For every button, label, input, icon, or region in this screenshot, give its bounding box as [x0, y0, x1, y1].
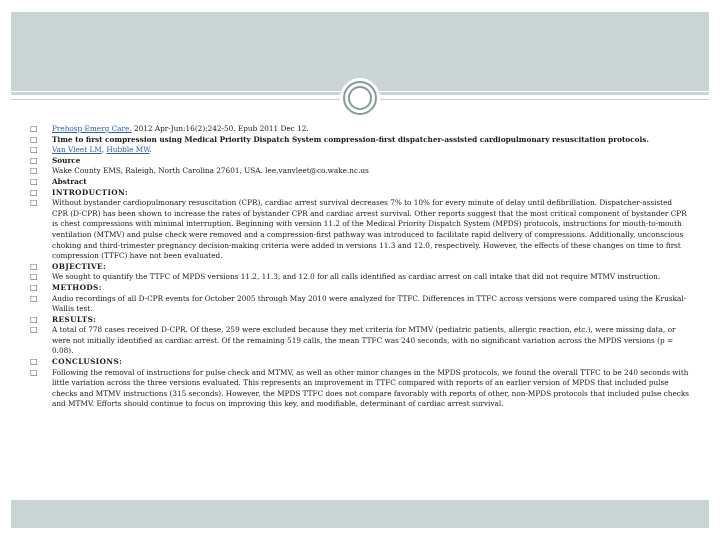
conclusions-text: Following the removal of instructions for pulse check and MTMV, as well as other minor changes in the MPDS protocols, we found the overall TTFC to be 240 seconds with little variation across the three versions evaluated. This represents an improvement in TTFC compared with reports of an earlier version of MPDS that included pulse checks and MTMV instructions (315 seconds). However, the MPDS TTFC does not compare favorably with reports of other, non-MPDS protocols that included pulse checks and MTMV. Efforts should continue to focus on improving this key, and modifiable, determinant of cardiac arrest survival. — [52, 367, 690, 409]
list-item — [30, 124, 690, 135]
square-bullet-icon — [30, 368, 52, 379]
methods-label: METHODS: — [52, 282, 102, 292]
square-bullet-icon — [30, 198, 52, 209]
citation-line — [52, 124, 690, 135]
list-item — [30, 272, 690, 283]
double-ring-logo-icon — [340, 78, 380, 118]
square-bullet-icon — [30, 325, 52, 336]
author-link[interactable]: Van Vleet LM — [52, 145, 102, 155]
square-bullet-icon — [30, 357, 52, 368]
square-bullet-icon — [30, 124, 52, 135]
introduction-text: Without bystander cardiopulmonary resuscitation (CPR), cardiac arrest survival decreases 7% to 10% for every minute of delay until defibrillation. Dispatcher-assisted CPR (D-CPR) has been shown to increase the rates of bystander CPR and cardiac arrest survival. Other reports suggest that the most critical component of bystander CPR is chest compressions with minimal interruption. Beginning with version 11.2 of the Medical Priority Dispatch System (MPDS) protocols, instructions for mouth-to-mouth ventilation (MTMV) and pulse check were removed and a compression-first pathway was introduced to facilitate rapid delivery of compressions. Additionally, unconscious choking and third-trimester pregnancy decision-making criteria were added in versions 11.3 and 12.0, respectively. However, the effects of these changes on time to first compression (TTFC) have not been evaluated. — [52, 198, 687, 261]
square-bullet-icon — [30, 272, 52, 283]
objective-label: OBJECTIVE: — [52, 261, 107, 271]
list-item — [30, 156, 690, 167]
methods-text: Audio recordings of all D-CPR events for October 2005 through May 2010 were analyzed for TTFC. Differences in TTFC across versions were compared using the Kruskal-Wallis test. — [52, 293, 687, 314]
footer-band — [11, 500, 709, 528]
list-item — [30, 357, 690, 368]
author-link[interactable]: Hubble MW — [106, 145, 150, 155]
list-item — [30, 135, 690, 146]
list-item — [30, 325, 690, 357]
list-item — [30, 368, 690, 410]
introduction-label: INTRODUCTION: — [52, 187, 128, 197]
article-title: Time to first compression using Medical Priority Dispatch System compression-first dispatcher-assisted cardiopulmonary resuscitation protocols. — [52, 134, 649, 144]
logo-outer-ring — [343, 81, 377, 115]
list-item — [30, 283, 690, 294]
abstract-text-area — [30, 124, 690, 410]
authors-end: . — [149, 145, 152, 155]
square-bullet-icon — [30, 166, 52, 177]
list-item — [30, 294, 690, 315]
list-item — [30, 177, 690, 188]
square-bullet-icon — [30, 315, 52, 326]
square-bullet-icon — [30, 177, 52, 188]
source-text: Wake County EMS, Raleigh, North Carolina 27601, USA. lee.vanvleet@co.wake.nc.us — [52, 166, 369, 176]
square-bullet-icon — [30, 188, 52, 199]
list-item — [30, 198, 690, 262]
square-bullet-icon — [30, 135, 52, 146]
results-text: A total of 778 cases received D-CPR. Of these, 259 were excluded because they met criteria for MTMV (pediatric patients, allergic reaction, etc.), were missing data, or were not initially identified as cardiac arrest. Of the remaining 519 calls, the mean TTFC was 240 seconds, with no significant variation across the MPDS versions (p = 0.08). — [52, 325, 676, 356]
list-item — [30, 188, 690, 199]
source-label: Source — [52, 155, 81, 165]
square-bullet-icon — [30, 156, 52, 167]
square-bullet-icon — [30, 145, 52, 156]
author-separator: , — [101, 145, 107, 155]
conclusions-label: CONCLUSIONS: — [52, 357, 123, 367]
abstract-label: Abstract — [52, 176, 87, 186]
authors-line — [52, 145, 690, 156]
citation-details: 2012 Apr-Jun;16(2):242-50. Epub 2011 Dec 12. — [131, 124, 309, 133]
list-item — [30, 315, 690, 326]
results-label: RESULTS: — [52, 314, 97, 324]
square-bullet-icon — [30, 294, 52, 305]
list-item — [30, 145, 690, 156]
square-bullet-icon — [30, 283, 52, 294]
objective-text: We sought to quantify the TTFC of MPDS versions 11.2, 11.3, and 12.0 for all calls identified as cardiac arrest on call intake that did not require MTMV instruction. — [52, 272, 661, 282]
journal-link[interactable]: Prehosp Emerg Care. — [52, 124, 132, 133]
list-item — [30, 166, 690, 177]
list-item — [30, 262, 690, 273]
logo-inner-ring — [348, 86, 372, 110]
square-bullet-icon — [30, 262, 52, 273]
